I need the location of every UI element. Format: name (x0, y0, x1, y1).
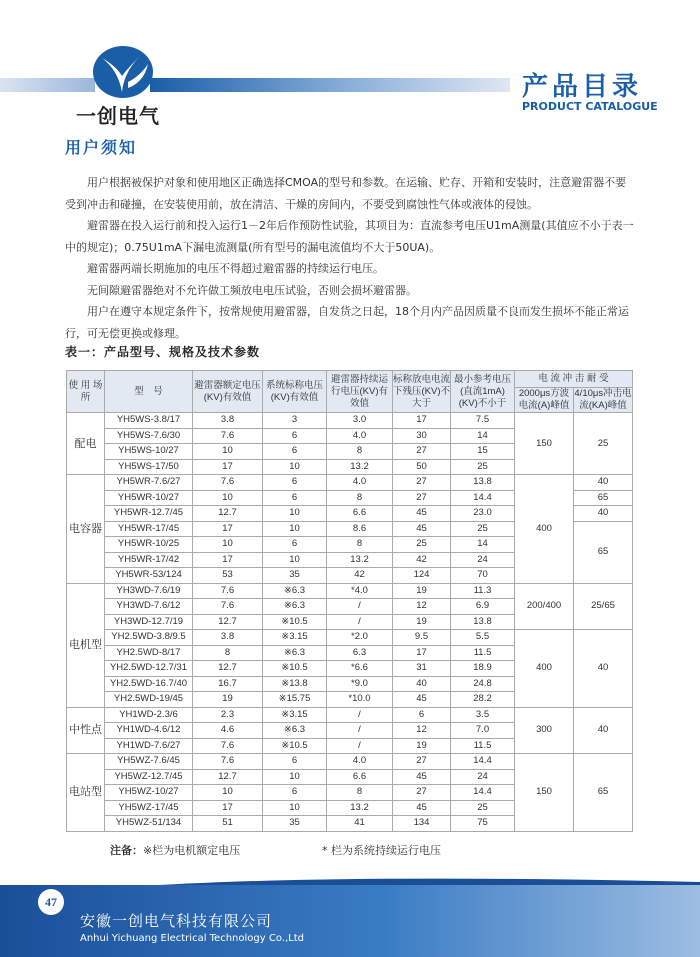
cell: 35 (263, 816, 327, 832)
cell: 14.4 (451, 754, 515, 770)
cell: 65 (574, 754, 633, 832)
cell: ※3.15 (263, 630, 327, 646)
cell: 24 (451, 552, 515, 568)
cell: / (327, 707, 393, 723)
cell: 27 (393, 785, 451, 801)
cell: 300 (515, 707, 574, 754)
cell: 24.8 (451, 676, 515, 692)
cell: 10 (193, 785, 263, 801)
cell: 19 (393, 614, 451, 630)
cell: 9.5 (393, 630, 451, 646)
brand-name: 一创电气 (76, 104, 160, 128)
cell: 10 (193, 537, 263, 553)
cell: 17 (393, 413, 451, 429)
cell: *4.0 (327, 583, 393, 599)
cell: 10 (193, 490, 263, 506)
cell: YH2.5WD-3.8/9.5 (105, 630, 193, 646)
cell: 40 (574, 707, 633, 754)
cell: 19 (393, 583, 451, 599)
cell: 6.6 (327, 769, 393, 785)
cell: 7.6 (193, 428, 263, 444)
cell: / (327, 614, 393, 630)
cell: 8 (327, 785, 393, 801)
note-system: * 栏为系统持续运行电压 (322, 844, 441, 857)
cell: 3.0 (327, 413, 393, 429)
cell: 40 (574, 630, 633, 708)
cell: 40 (393, 676, 451, 692)
table-row (67, 754, 633, 770)
cell: YH5WS-10/27 (105, 444, 193, 460)
cell: YH2.5WD-16.7/40 (105, 676, 193, 692)
paragraph: 用户在遵守本规定条件下，按常规使用避雷器，自发货之日起，18个月内产品因质量不良而发生损坏不能正常运行，可无偿更换或修理。 (65, 305, 629, 340)
cell: ※3.15 (263, 707, 327, 723)
cell: 25/65 (574, 583, 633, 630)
cell: 12.7 (193, 614, 263, 630)
cell: 19 (393, 738, 451, 754)
cell: 23.0 (451, 506, 515, 522)
cell: 6.6 (327, 506, 393, 522)
header-rated-voltage: 避雷器额定电压(KV)有效值 (193, 371, 263, 413)
cell: 10 (263, 506, 327, 522)
cell: YH2.5WD-19/45 (105, 692, 193, 708)
table-note (110, 842, 240, 858)
category-cell: 电站型 (67, 754, 105, 832)
cell: ※6.3 (263, 583, 327, 599)
catalogue-title: 产品目录 (522, 72, 643, 102)
cell: 7.5 (451, 413, 515, 429)
cell: 27 (393, 490, 451, 506)
cell: 4.6 (193, 723, 263, 739)
cell: 75 (451, 816, 515, 832)
cell: 8.6 (327, 521, 393, 537)
cell: 41 (327, 816, 393, 832)
cell: ※10.5 (263, 738, 327, 754)
cell: 42 (327, 568, 393, 584)
cell: 10 (193, 444, 263, 460)
cell: 53 (193, 568, 263, 584)
cell: 2.3 (193, 707, 263, 723)
cell: *9.0 (327, 676, 393, 692)
cell: 12 (393, 599, 451, 615)
cell: *2.0 (327, 630, 393, 646)
cell: 27 (393, 444, 451, 460)
cell: 45 (393, 692, 451, 708)
table-row (67, 413, 633, 429)
paragraph: 用户根据被保护对象和使用地区正确选择CMOA的型号和参数。在运输、贮存、开箱和安装时，注意避雷器不要受到冲击和碰撞，在安装使用前，放在清洁、干燥的房间内，不要受到腐蚀性气体或液体的侵蚀。 (65, 176, 627, 211)
cell: YH5WR-12.7/45 (105, 506, 193, 522)
cell: 6 (393, 707, 451, 723)
cell: 8 (327, 444, 393, 460)
cell: YH5WZ-17/45 (105, 800, 193, 816)
cell: 10 (263, 800, 327, 816)
cell: 3.8 (193, 413, 263, 429)
cell: 7.6 (193, 599, 263, 615)
cell: 6.3 (327, 645, 393, 661)
cell: 3.8 (193, 630, 263, 646)
company-logo (88, 42, 158, 102)
cell: YH5WZ-7.6/45 (105, 754, 193, 770)
cell: 40 (574, 475, 633, 491)
cell: 25 (451, 800, 515, 816)
cell: 4.0 (327, 428, 393, 444)
cell: 42 (393, 552, 451, 568)
cell: 35 (263, 568, 327, 584)
header-system-voltage: 系统标称电压(KV)有效值 (263, 371, 327, 413)
cell: *10.0 (327, 692, 393, 708)
cell: 25 (451, 521, 515, 537)
cell: 24 (451, 769, 515, 785)
cell: 40 (574, 506, 633, 522)
cell: 6 (263, 490, 327, 506)
cell: 6 (263, 444, 327, 460)
cell: / (327, 723, 393, 739)
cell: 17 (193, 552, 263, 568)
cell: 13.2 (327, 459, 393, 475)
cell: 14 (451, 537, 515, 553)
cell: 25 (393, 537, 451, 553)
cell: ※6.3 (263, 599, 327, 615)
cell: 124 (393, 568, 451, 584)
header-reference-voltage: 最小参考电压(直流1mA)(KV)不小于 (451, 371, 515, 413)
cell: ※10.5 (263, 661, 327, 677)
cell: 400 (515, 475, 574, 584)
cell: 6 (263, 754, 327, 770)
cell: 8 (327, 537, 393, 553)
note-label: 注备： (110, 844, 143, 857)
header-stripe-left (0, 78, 95, 92)
cell: 3.5 (451, 707, 515, 723)
cell: ※6.3 (263, 723, 327, 739)
cell: 25 (451, 459, 515, 475)
cell: 11.5 (451, 738, 515, 754)
cell: / (327, 599, 393, 615)
cell: 14.4 (451, 490, 515, 506)
cell: 134 (393, 816, 451, 832)
cell: ※6.3 (263, 645, 327, 661)
cell: 12 (393, 723, 451, 739)
paragraph: 避雷器在投入运行前和投入运行1－2年后作预防性试验，其项目为：直流参考电压U1mA测量(其值应不小于表一中的规定)；0.75U1mA下漏电流测量(所有型号的漏电流值均不大于50UA)。 (65, 219, 634, 254)
cell: YH3WD-7.6/12 (105, 599, 193, 615)
cell: 6.9 (451, 599, 515, 615)
cell: 50 (393, 459, 451, 475)
cell: 12.7 (193, 769, 263, 785)
table-row (67, 475, 633, 491)
cell: 8 (327, 490, 393, 506)
cell: YH5WZ-12.7/45 (105, 769, 193, 785)
header-continuous-voltage: 避雷器持续运行电压(KV)有效值 (327, 371, 393, 413)
cell: 11.3 (451, 583, 515, 599)
cell: 45 (393, 521, 451, 537)
cell: YH5WR-10/27 (105, 490, 193, 506)
header-impulse-a: 2000μs方波电流(A)峰值 (515, 388, 574, 413)
spec-table (66, 370, 633, 832)
cell: 45 (393, 800, 451, 816)
cell: YH5WZ-51/134 (105, 816, 193, 832)
cell: 31 (393, 661, 451, 677)
cell: YH5WZ-10/27 (105, 785, 193, 801)
cell: 4.0 (327, 754, 393, 770)
cell: 19 (193, 692, 263, 708)
cell: 27 (393, 754, 451, 770)
cell: 17 (193, 521, 263, 537)
cell: 65 (574, 521, 633, 583)
table-row (67, 630, 633, 646)
header-stripe (150, 78, 510, 92)
cell: 45 (393, 506, 451, 522)
cell: YH1WD-4.6/12 (105, 723, 193, 739)
cell: 12.7 (193, 661, 263, 677)
cell: 6 (263, 537, 327, 553)
cell: 16.7 (193, 676, 263, 692)
cell: 7.6 (193, 754, 263, 770)
cell: 18.9 (451, 661, 515, 677)
cell: 14.4 (451, 785, 515, 801)
header-use: 使 用 场 所 (67, 371, 105, 413)
category-cell: 配电 (67, 413, 105, 475)
cell: 5.5 (451, 630, 515, 646)
cell: 17 (193, 800, 263, 816)
cell: / (327, 738, 393, 754)
cell: 27 (393, 475, 451, 491)
catalogue-subtitle: PRODUCT CATALOGUE (522, 100, 658, 113)
section-title: 用户须知 (65, 138, 138, 157)
cell: 51 (193, 816, 263, 832)
cell: 65 (574, 490, 633, 506)
cell: YH5WR-17/42 (105, 552, 193, 568)
table-row (67, 707, 633, 723)
cell: YH5WR-7.6/27 (105, 475, 193, 491)
cell: 45 (393, 769, 451, 785)
table-row (67, 583, 633, 599)
cell: 150 (515, 754, 574, 832)
cell: 13.8 (451, 614, 515, 630)
category-cell: 电机型 (67, 583, 105, 707)
cell: ※13.8 (263, 676, 327, 692)
cell: YH5WS-17/50 (105, 459, 193, 475)
cell: YH5WR-17/45 (105, 521, 193, 537)
cell: 3 (263, 413, 327, 429)
cell: YH5WS-3.8/17 (105, 413, 193, 429)
cell: 14 (451, 428, 515, 444)
cell: ※15.75 (263, 692, 327, 708)
cell: 13.2 (327, 800, 393, 816)
cell: YH3WD-12.7/19 (105, 614, 193, 630)
cell: 10 (263, 552, 327, 568)
cell: 6 (263, 428, 327, 444)
header-impulse: 电 流 冲 击 耐 受 (515, 371, 633, 388)
note-motor: ※栏为电机额定电压 (143, 844, 241, 857)
cell: YH5WS-7.6/30 (105, 428, 193, 444)
cell: 6 (263, 475, 327, 491)
cell: 7.6 (193, 738, 263, 754)
cell: ※10.5 (263, 614, 327, 630)
cell: 7.0 (451, 723, 515, 739)
cell: YH5WR-53/124 (105, 568, 193, 584)
notice-body (65, 172, 637, 344)
cell: 7.6 (193, 475, 263, 491)
cell: YH1WD-7.6/27 (105, 738, 193, 754)
cell: 4.0 (327, 475, 393, 491)
cell: 17 (193, 459, 263, 475)
paragraph: 无间隙避雷器绝对不允许做工频放电电压试验，否则会损坏避雷器。 (87, 283, 417, 297)
company-name-cn: 安徽一创电气科技有限公司 (80, 912, 273, 930)
cell: 10 (263, 459, 327, 475)
cell: 12.7 (193, 506, 263, 522)
cell: 13.2 (327, 552, 393, 568)
cell: 6 (263, 785, 327, 801)
cell: 10 (263, 769, 327, 785)
cell: 17 (393, 645, 451, 661)
page-number: 47 (38, 889, 64, 915)
header-impulse-b: 4/10μs冲击电流(KA)峰值 (574, 388, 632, 411)
cell: 10 (263, 521, 327, 537)
paragraph: 避雷器两端长期施加的电压不得超过避雷器的持续运行电压。 (87, 262, 384, 275)
cell: 200/400 (515, 583, 574, 630)
cell: 25 (574, 413, 633, 475)
cell: 28.2 (451, 692, 515, 708)
company-name-en: Anhui Yichuang Electrical Technology Co.,Ltd (80, 933, 304, 944)
cell: 150 (515, 413, 574, 475)
cell: 30 (393, 428, 451, 444)
category-cell: 中性点 (67, 707, 105, 754)
cell: 7.6 (193, 583, 263, 599)
cell: YH2.5WD-8/17 (105, 645, 193, 661)
cell: YH1WD-2.3/6 (105, 707, 193, 723)
cell: YH3WD-7.6/19 (105, 583, 193, 599)
header-model: 型 号 (105, 371, 193, 413)
cell: *6.6 (327, 661, 393, 677)
cell: 15 (451, 444, 515, 460)
table-title: 表一：产品型号、规格及技术参数 (65, 345, 261, 359)
cell: YH2.5WD-12.7/31 (105, 661, 193, 677)
category-cell: 电容器 (67, 475, 105, 584)
cell: 13.8 (451, 475, 515, 491)
header-residual-voltage: 标称放电电流下残压(KV)不大于 (393, 371, 451, 413)
cell: 400 (515, 630, 574, 708)
cell: YH5WR-10/25 (105, 537, 193, 553)
cell: 70 (451, 568, 515, 584)
cell: 11.5 (451, 645, 515, 661)
cell: 8 (193, 645, 263, 661)
